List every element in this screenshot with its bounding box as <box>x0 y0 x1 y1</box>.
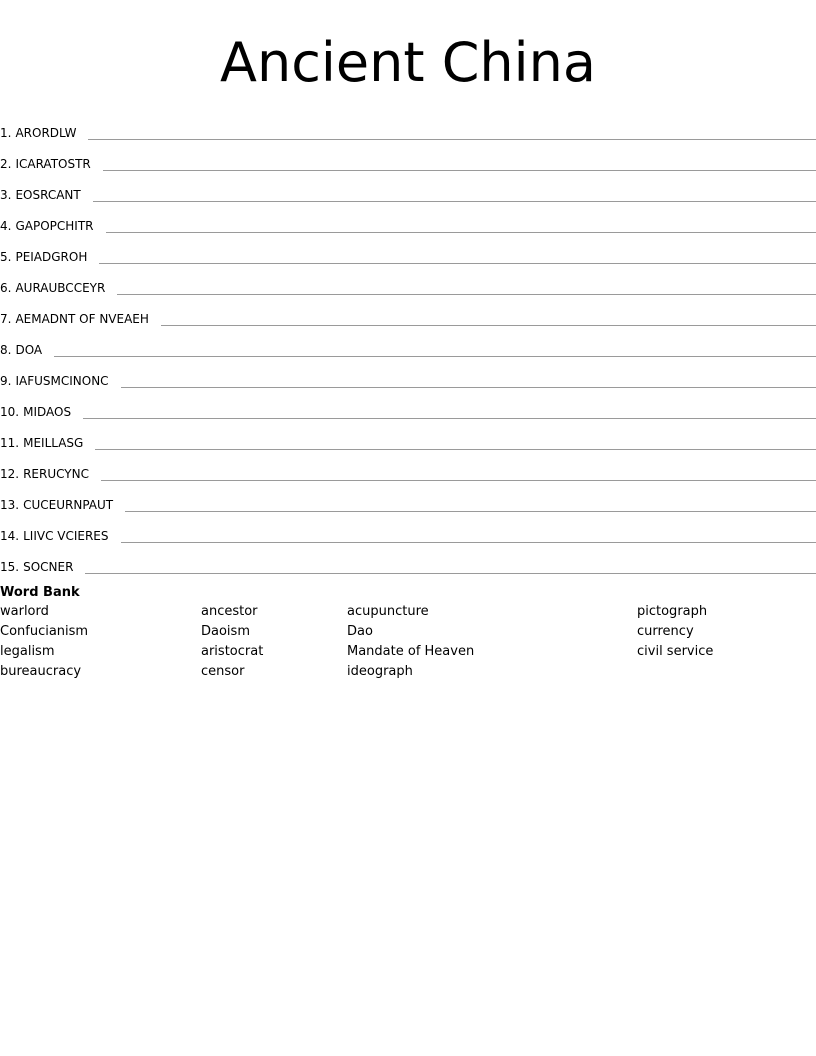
question-label <box>0 219 94 235</box>
word-bank-word: currency <box>637 624 694 639</box>
word-bank-word: civil service <box>637 644 714 659</box>
scrambled-word: MIDAOS <box>23 405 72 419</box>
question-label <box>0 188 81 204</box>
answer-line[interactable] <box>121 542 816 543</box>
question-number: 13. <box>0 498 20 512</box>
word-bank-word: Confucianism <box>0 624 89 639</box>
question-label <box>0 126 76 142</box>
word-bank-word: acupuncture <box>347 604 429 619</box>
question-row <box>0 514 816 545</box>
word-bank-word: Mandate of Heaven <box>347 644 475 659</box>
word-bank-column <box>347 602 474 682</box>
answer-line[interactable] <box>88 139 816 140</box>
question-number: 7. <box>0 312 12 326</box>
question-number: 5. <box>0 250 12 264</box>
question-label <box>0 250 87 266</box>
question-row <box>0 111 816 142</box>
question-row <box>0 390 816 421</box>
word-bank-word: ancestor <box>201 604 258 619</box>
word-bank-column <box>0 602 88 682</box>
scrambled-word: DOA <box>15 343 43 357</box>
question-number: 11. <box>0 436 20 450</box>
question-number: 9. <box>0 374 12 388</box>
word-bank-column <box>637 602 713 662</box>
word-bank-word: aristocrat <box>201 644 264 659</box>
scrambled-word: PEIADGROH <box>15 250 88 264</box>
word-bank-grid <box>0 602 816 682</box>
question-label <box>0 405 71 421</box>
question-label <box>0 157 91 173</box>
answer-line[interactable] <box>161 325 816 326</box>
scrambled-word: ARORDLW <box>15 126 77 140</box>
question-row <box>0 452 816 483</box>
question-label <box>0 467 89 483</box>
scrambled-word: AURAUBCCEYR <box>15 281 106 295</box>
word-bank-word: Dao <box>347 624 373 639</box>
question-number: 14. <box>0 529 20 543</box>
question-row <box>0 266 816 297</box>
question-label <box>0 374 109 390</box>
word-bank-word: pictograph <box>637 604 708 619</box>
answer-line[interactable] <box>117 294 816 295</box>
scrambled-word: IAFUSMCINONC <box>15 374 109 388</box>
word-bank-column <box>201 602 263 682</box>
answer-line[interactable] <box>101 480 816 481</box>
word-bank-title: Word Bank <box>0 585 80 600</box>
question-row <box>0 173 816 204</box>
word-bank-word: bureaucracy <box>0 664 82 679</box>
answer-line[interactable] <box>85 573 816 574</box>
question-label <box>0 343 42 359</box>
question-number: 12. <box>0 467 20 481</box>
answer-line[interactable] <box>54 356 816 357</box>
scrambled-word: EOSRCANT <box>15 188 81 202</box>
answer-line[interactable] <box>106 232 816 233</box>
question-number: 15. <box>0 560 20 574</box>
scrambled-word: MEILLASG <box>23 436 84 450</box>
word-bank-word: warlord <box>0 604 49 619</box>
question-row <box>0 328 816 359</box>
question-number: 3. <box>0 188 12 202</box>
question-row <box>0 297 816 328</box>
question-row <box>0 545 816 576</box>
scrambled-word: AEMADNT OF NVEAEH <box>15 312 149 326</box>
answer-line[interactable] <box>121 387 816 388</box>
question-number: 10. <box>0 405 20 419</box>
scrambled-word: GAPOPCHITR <box>15 219 94 233</box>
word-bank-word: ideograph <box>347 664 413 679</box>
word-bank <box>0 584 816 682</box>
word-bank-word: Daoism <box>201 624 250 639</box>
scrambled-word: LIIVC VCIERES <box>23 529 109 543</box>
question-row <box>0 204 816 235</box>
answer-line[interactable] <box>93 201 816 202</box>
question-number: 1. <box>0 126 12 140</box>
question-list <box>0 111 816 576</box>
question-number: 4. <box>0 219 12 233</box>
answer-line[interactable] <box>103 170 816 171</box>
question-number: 6. <box>0 281 12 295</box>
question-label <box>0 281 105 297</box>
question-row <box>0 142 816 173</box>
word-bank-word: censor <box>201 664 245 679</box>
page-title: Ancient China <box>220 31 596 94</box>
scrambled-word: RERUCYNC <box>23 467 89 481</box>
word-bank-word: legalism <box>0 644 55 659</box>
scrambled-word: CUCEURNPAUT <box>23 498 114 512</box>
answer-line[interactable] <box>125 511 816 512</box>
scrambled-word: ICARATOSTR <box>15 157 91 171</box>
answer-line[interactable] <box>83 418 816 419</box>
question-row <box>0 421 816 452</box>
question-label <box>0 560 73 576</box>
question-label <box>0 312 149 328</box>
question-label <box>0 498 113 514</box>
question-row <box>0 235 816 266</box>
question-row <box>0 483 816 514</box>
question-label <box>0 436 83 452</box>
question-number: 8. <box>0 343 12 357</box>
answer-line[interactable] <box>95 449 816 450</box>
question-number: 2. <box>0 157 12 171</box>
answer-line[interactable] <box>99 263 816 264</box>
question-label <box>0 529 109 545</box>
question-row <box>0 359 816 390</box>
scrambled-word: SOCNER <box>23 560 74 574</box>
